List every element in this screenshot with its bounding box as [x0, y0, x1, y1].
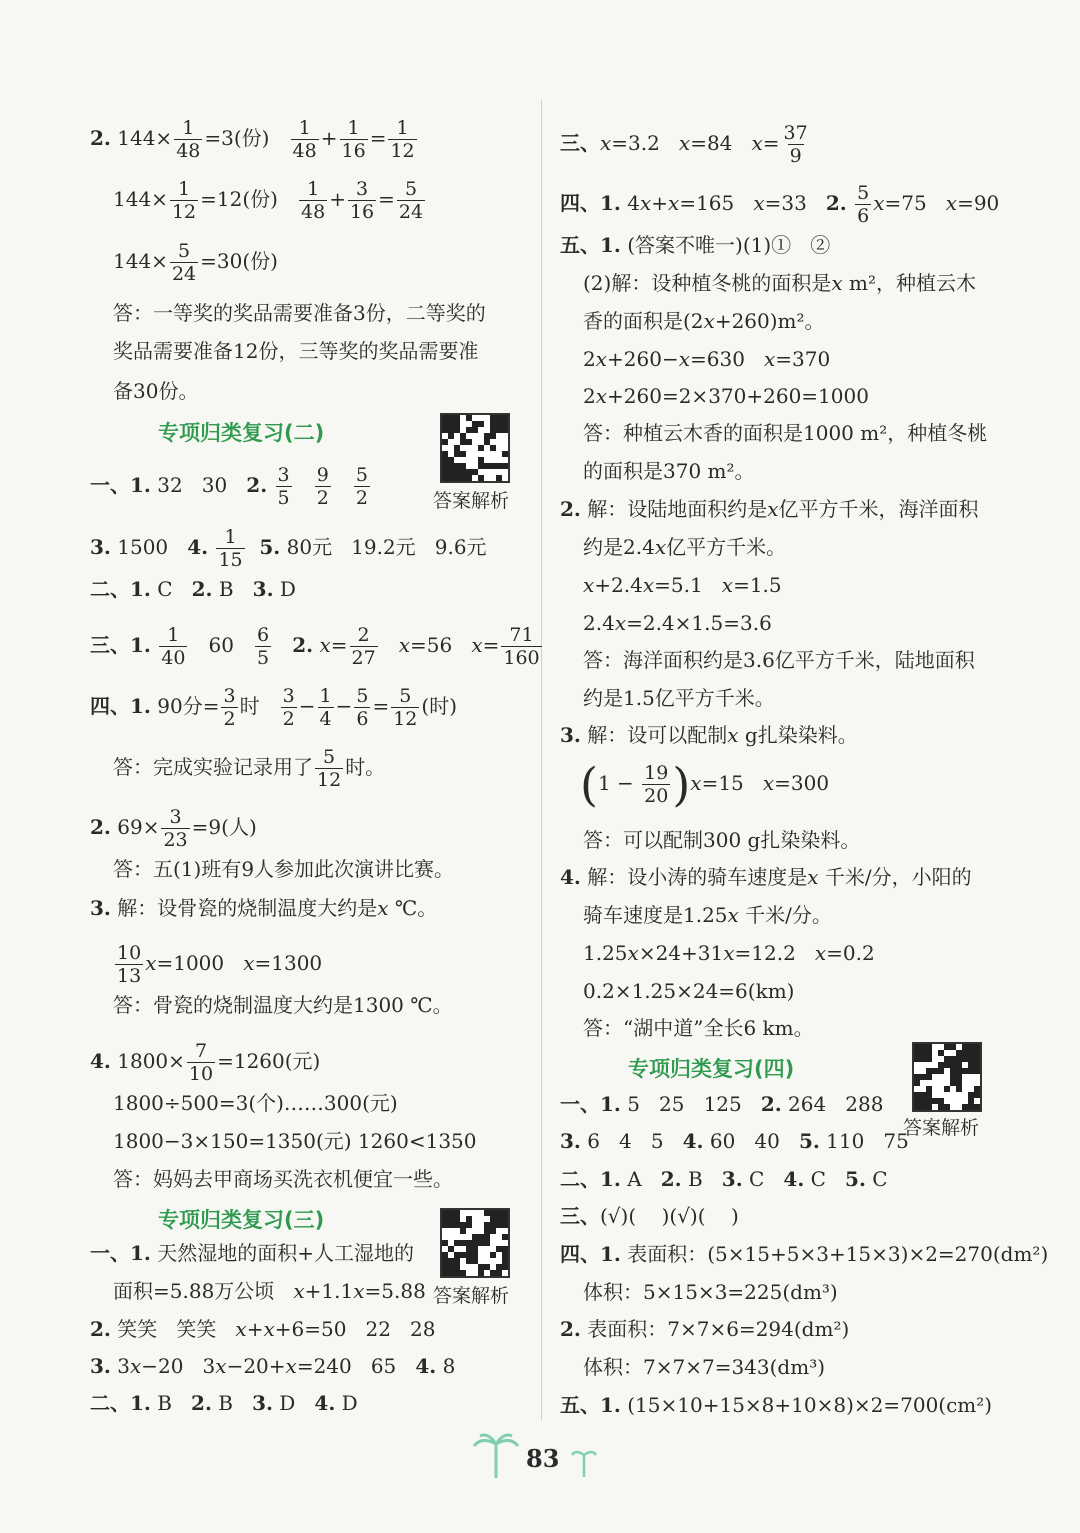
answer-line: $\frac{10}{13}$ x=1000 x=1300: [117, 942, 323, 987]
qr-module: [926, 1074, 932, 1080]
qr-module: [914, 1080, 920, 1086]
answer-line: 二、1. B 2. B 3. D 4. D: [90, 1391, 358, 1415]
qr-module: [938, 1068, 944, 1074]
qr-module: [496, 1270, 502, 1276]
answer-line: 骑车速度是1.25x 千米/分。: [583, 903, 832, 927]
answer-line: 答：可以配制300 g扎染染料。: [583, 828, 861, 852]
section-title: 专项归类复习(二): [158, 421, 325, 445]
answer-line: 三、x=3.2 x=84 x= $\frac{37}{9}$: [560, 122, 808, 167]
answer-line: 3. 6 4 5 4. 60 40 5. 110 75: [560, 1129, 909, 1153]
qr-module: [484, 1240, 490, 1246]
answer-line: 0.2×1.25×24=6(km): [583, 979, 795, 1003]
qr-label: 答案解析: [903, 1117, 980, 1139]
answer-line: 三、(√)( )(√)( ): [560, 1204, 739, 1228]
qr-module: [478, 421, 484, 427]
answer-line: 二、1. C 2. B 3. D: [90, 577, 296, 601]
qr-module: [974, 1068, 980, 1074]
qr-module: [466, 439, 472, 445]
answer-line: 答：“湖中道”全长6 km。: [583, 1016, 814, 1040]
answer-line: (2)解：设种植冬桃的面积是x m²，种植云木: [583, 271, 976, 295]
qr-module: [490, 1228, 496, 1234]
qr-module: [502, 451, 508, 457]
answer-line: 1.25x×24+31x=12.2 x=0.2: [583, 941, 875, 965]
qr-module: [490, 445, 496, 451]
answer-line: 3. 3x−20 3x−20+x=240 65 4. 8: [90, 1354, 456, 1378]
answer-line: 一、1. 天然湿地的面积+人工湿地的: [90, 1241, 415, 1265]
qr-module: [460, 451, 466, 457]
answer-line: 四、1. 90分= $\frac{3}{2}$ 时 $\frac{3}{2}$ − $\frac{1}{4}$ − $\frac{5}{6}$ = $\frac{5}{12}$ (时): [90, 685, 458, 730]
answer-line: 答：一等奖的奖品需要准备3份，二等奖的: [113, 301, 486, 325]
qr-module: [944, 1104, 950, 1110]
answer-line: 答：妈妈去甲商场买洗衣机便宜一些。: [113, 1167, 453, 1191]
answer-line: 答：五(1)班有9人参加此次演讲比赛。: [113, 857, 455, 881]
palm-tree-icon: [472, 1430, 520, 1480]
answer-line: 答：种植云木香的面积是1000 m²，种植冬桃: [583, 421, 988, 445]
answer-line: 香的面积是(2x+260)m²。: [583, 309, 825, 333]
qr-label: 答案解析: [433, 490, 510, 512]
answer-line: 一、1. 5 25 125 2. 264 288: [560, 1092, 884, 1116]
answer-line: 2. 144× $\frac{1}{48}$ =3(份) $\frac{1}{48}$ + $\frac{1}{16}$ = $\frac{1}{12}$: [90, 117, 415, 162]
qr-module: [460, 1270, 466, 1276]
answer-line: 四、1. 4x+x=165 x=33 2. $\frac{5}{6}$ x=75 x=90: [560, 182, 1000, 227]
answer-line: 一、1. 32 30 2. $\frac{3}{5}$ $\frac{9}{2}$ $\frac{5}{2}$: [90, 464, 368, 509]
answer-line: 2x+260−x=630 x=370: [583, 347, 831, 371]
answer-line: 三、1. $\frac{1}{40}$ 60 $\frac{6}{5}$ 2. x= $\frac{2}{27}$ x=56 x= $\frac{71}{160}$: [90, 624, 540, 669]
answer-line: 四、1. 表面积：(5×15+5×3+15×3)×2=270(dm²): [560, 1242, 1049, 1266]
answer-line: 2. 表面积：7×7×6=294(dm²): [560, 1317, 850, 1341]
qr-module: [478, 445, 484, 451]
answer-line: 1800÷500=3(个)……300(元): [113, 1091, 398, 1115]
answer-line: 2.4x=2.4×1.5=3.6: [583, 611, 772, 635]
qr-module: [926, 1056, 932, 1062]
answer-line: 3. 解：设骨瓷的烧制温度大约是x ℃。: [90, 896, 438, 920]
answer-line: 二、1. A 2. B 3. C 4. C 5. C: [560, 1167, 888, 1191]
answer-line: 3. 1500 4. $\frac{1}{15}$ 5. 80元 19.2元 9.6元: [90, 526, 487, 571]
page-number: 83: [526, 1444, 560, 1473]
section-title: 专项归类复习(四): [628, 1057, 795, 1081]
answer-line: 3. 解：设可以配制x g扎染染料。: [560, 723, 858, 747]
qr-module: [490, 433, 496, 439]
qr-label: 答案解析: [433, 1285, 510, 1307]
qr-module: [502, 427, 508, 433]
qr-module: [502, 1264, 508, 1270]
qr-module: [974, 1092, 980, 1098]
column-divider: [541, 100, 542, 1420]
qr-module: [448, 433, 454, 439]
qr-module: [442, 439, 448, 445]
answer-line: 五、1. (答案不唯一)(1)① ②: [560, 233, 831, 257]
answer-line: 答：海洋面积约是3.6亿平方千米，陆地面积: [583, 648, 975, 672]
qr-module: [956, 1086, 962, 1092]
answer-line: 面积=5.88万公顷 x+1.1x=5.88: [113, 1279, 426, 1303]
answer-line: 4. 1800× $\frac{7}{10}$ =1260(元): [90, 1040, 321, 1085]
section-title: 专项归类复习(三): [158, 1208, 325, 1232]
qr-module: [974, 1104, 980, 1110]
answer-line: 约是2.4x亿平方千米。: [583, 535, 787, 559]
answer-line: (1 − $\frac{19}{20}$ )x=15 x=300: [580, 757, 830, 812]
answer-line: 奖品需要准备12份，三等奖的奖品需要准: [113, 339, 479, 363]
qr-code-icon[interactable]: [440, 413, 510, 483]
answer-line: 2. 69× $\frac{3}{23}$ =9(人): [90, 806, 257, 851]
answer-line: 144× $\frac{1}{12}$ =12(份) $\frac{1}{48}$ + $\frac{3}{16}$ = $\frac{5}{24}$: [113, 178, 424, 223]
answer-line: 体积：5×15×3=225(dm³): [583, 1280, 838, 1304]
qr-code-icon[interactable]: [440, 1208, 510, 1278]
qr-code-icon[interactable]: [912, 1042, 982, 1112]
sprout-icon: [570, 1445, 598, 1479]
answer-line: 2x+260=2×370+260=1000: [583, 384, 869, 408]
answer-line: 备30份。: [113, 379, 199, 403]
qr-module: [466, 1222, 472, 1228]
qr-module: [926, 1104, 932, 1110]
answer-line: 约是1.5亿平方千米。: [583, 686, 775, 710]
answer-line: 的面积是370 m²。: [583, 459, 755, 483]
qr-module: [944, 1086, 950, 1092]
answer-line: x+2.4x=5.1 x=1.5: [583, 573, 782, 597]
qr-module: [502, 463, 508, 469]
answer-line: 答：骨瓷的烧制温度大约是1300 ℃。: [113, 993, 453, 1017]
qr-module: [490, 1252, 496, 1258]
qr-module: [472, 427, 478, 433]
answer-line: 五、1. (15×10+15×8+10×8)×2=700(cm²): [560, 1393, 993, 1417]
qr-module: [478, 1270, 484, 1276]
qr-module: [496, 475, 502, 481]
answer-line: 144× $\frac{5}{24}$ =30(份): [113, 240, 278, 285]
answer-line: 4. 解：设小涛的骑车速度是x 千米/分，小阳的: [560, 865, 972, 889]
qr-module: [502, 1234, 508, 1240]
answer-line: 1800−3×150=1350(元) 1260<1350: [113, 1129, 477, 1153]
answer-line: 2. 笑笑 笑笑 x+x+6=50 22 28: [90, 1317, 436, 1341]
answer-line: 答：完成实验记录用了 $\frac{5}{12}$ 时。: [113, 746, 386, 791]
answer-line: 2. 解：设陆地面积约是x亿平方千米，海洋面积: [560, 497, 979, 521]
qr-module: [460, 1228, 466, 1234]
answer-line: 体积：7×7×7=343(dm³): [583, 1355, 826, 1379]
qr-module: [478, 475, 484, 481]
qr-module: [502, 1222, 508, 1228]
qr-module: [466, 475, 472, 481]
